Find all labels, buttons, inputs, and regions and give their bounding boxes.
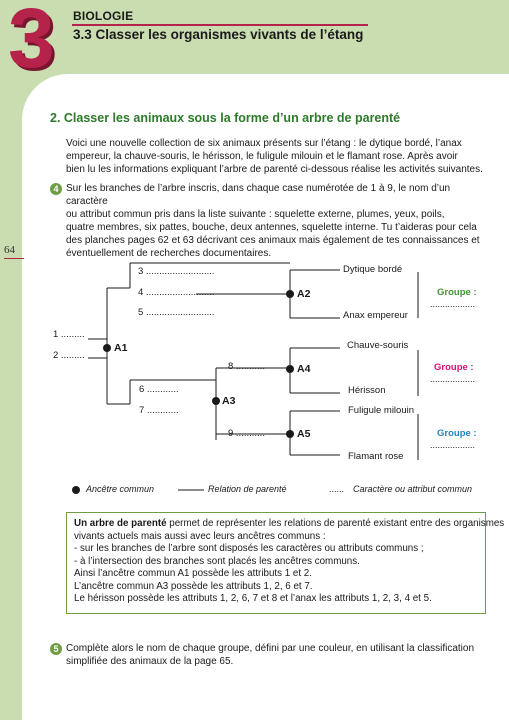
info-line [74,518,505,531]
activity-4-badge: 4 [50,183,62,195]
info-line: - sur les branches de l’arbre sont disposés les caractères ou attributs communs ; [74,543,424,554]
ancestor-node-dot [286,365,294,373]
group-pink-answer[interactable]: .................. [430,374,476,384]
activity-line: quatre membres, six pattes, bouche, deux antennes, squelette interne. Tu t’aideras pour cela [66,222,477,233]
intro-line: bien lu les informations expliquant l’arbre de parenté ci-dessous réalise les activités suivantes. [66,164,483,175]
info-box [66,512,505,614]
ancestor-node-dot [286,290,294,298]
node-A1: A1 [114,342,128,354]
subject-title: BIOLOGIE [73,9,134,23]
info-bold: Un arbre de parenté [74,518,167,529]
group-blue-answer[interactable]: .................. [430,440,476,450]
slot-7[interactable]: 7 ............ [139,405,179,416]
activity-line: simplifiée des animaux de la page 65. [66,656,234,667]
activity-line: éventuellement de recherches documentaires. [66,248,272,259]
node-A4: A4 [297,363,311,375]
group-green-label: Groupe : [437,287,477,298]
animal-flamant: Flamant rose [348,451,404,462]
slot-5[interactable]: 5 .......................... [138,307,215,318]
animal-fuligule: Fuligule milouin [348,405,415,416]
chapter-title-text: Classer les organismes vivants de l’étang [95,27,364,42]
intro-line: Voici une nouvelle collection de six animaux présents sur l’étang : le dytique bordé, l’anax [66,138,462,149]
group-green-answer[interactable]: .................. [430,299,476,309]
slot-2[interactable]: 2 ......... [53,350,85,361]
activity-line: Complète alors le nom de chaque groupe, défini par une couleur, en utilisant la classification [66,643,475,654]
group-blue-label: Groupe : [437,428,477,439]
ancestor-node-dot [212,397,220,405]
node-A2: A2 [297,288,311,300]
activity-line: ou attribut commun pris dans la liste suivante : squelette externe, plumes, yeux, poils, [66,209,445,220]
activity-5-paragraph [66,642,486,668]
info-line: Ainsi l’ancêtre commun A1 possède les attributs 1 et 2. [74,568,312,579]
node-A3: A3 [222,395,236,407]
group-pink-label: Groupe : [434,362,474,373]
animal-dytique: Dytique bordé [343,264,403,275]
info-line: L’ancêtre commun A3 possède les attributs 1, 2, 6 et 7. [74,580,313,592]
slot-1[interactable]: 1 ......... [53,329,85,340]
animal-anax: Anax empereur [343,310,408,321]
activity-line: des planches pages 62 et 63 décrivant ces animaux mais également de tes connaissances et [66,235,480,246]
legend-attribute: Caractère ou attribut commun [353,484,473,494]
animal-chauve-souris: Chauve-souris [347,340,409,351]
slot-4[interactable]: 4 .......................... [138,287,215,298]
animal-herisson: Hérisson [348,385,386,396]
node-A5: A5 [297,428,311,440]
legend-relation: Relation de parenté [208,484,287,494]
slot-8[interactable]: 8 ........... [228,361,265,372]
section-title: 2. Classer les animaux sous la forme d’un arbre de parenté [50,111,401,125]
slot-3[interactable]: 3 .......................... [138,266,215,277]
info-text: permet de représenter les relations de parenté existant entre des organismes [166,518,505,529]
slot-9[interactable]: 9 ........... [228,428,265,439]
chapter-big-number: 3 [8,0,55,85]
ancestor-node-dot [103,344,111,352]
legend-ancestor: Ancêtre commun [86,484,155,494]
info-line: vivants actuels mais aussi avec leurs ancêtres communs : [74,530,326,542]
chapter-number: 3.3 [73,27,92,42]
ancestor-node-dot [286,430,294,438]
activity-line: Sur les branches de l’arbre inscris, dans chaque case numérotée de 1 à 9, le nom d’un caractère [66,183,451,207]
legend-dot [72,486,80,494]
slot-6[interactable]: 6 ............ [139,384,179,395]
legend-dots: ...... [329,484,345,494]
page-number: 64 [4,244,15,256]
intro-line: empereur, la chauve-souris, le hérisson, le fuligule milouin et le flamant rose. Après avoir [66,151,458,162]
activity-5-badge: 5 [50,643,62,655]
info-line: Le hérisson possède les attributs 1, 2, 6, 7 et 8 et l’anax les attributs 1, 2, 3, 4 et 5. [74,593,432,604]
info-line: - à l’intersection des branches sont placés les ancêtres communs. [74,555,360,567]
